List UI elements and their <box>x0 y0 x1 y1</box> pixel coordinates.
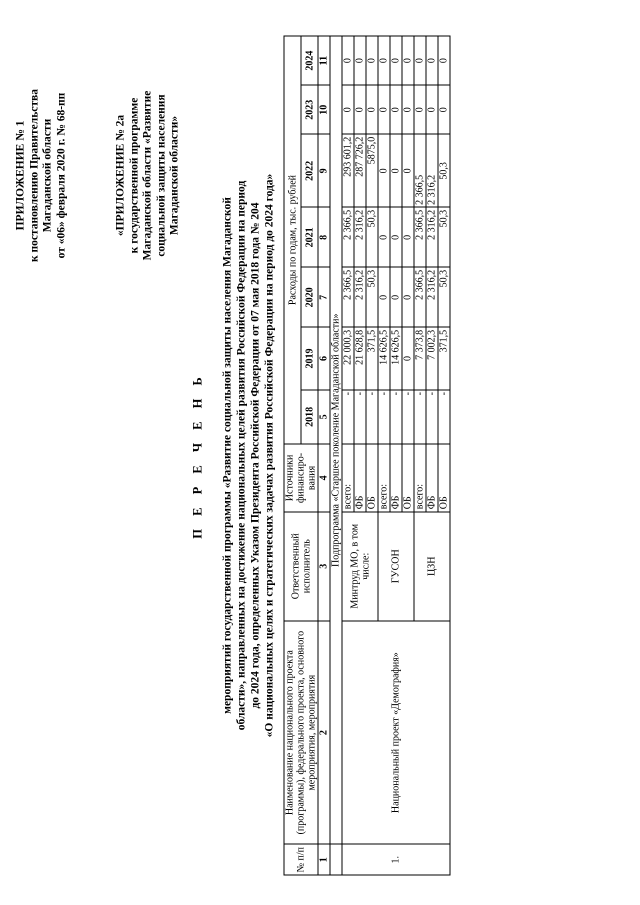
value-cell: 50,3 <box>438 134 450 207</box>
value-cell: - <box>402 389 414 444</box>
value-cell: 14 626,5 <box>390 327 402 389</box>
value-cell: 2 366,5 <box>342 267 354 327</box>
column-number: 11 <box>318 36 330 85</box>
value-cell: 0 <box>354 85 366 134</box>
value-cell: 293 601,2 <box>342 134 354 207</box>
header-num: № п/п <box>284 844 318 875</box>
value-cell: 50,3 <box>366 267 378 327</box>
value-cell: 50,3 <box>438 207 450 267</box>
header-year: 2022 <box>301 134 318 207</box>
value-cell: 0 <box>378 267 390 327</box>
column-number: 6 <box>318 327 330 389</box>
column-number: 5 <box>318 389 330 444</box>
value-cell: 5875,0 <box>366 134 378 207</box>
header-name: Наименование национального проекта (программы), федерального проекта, основного мероприятия, мероприятия <box>284 620 318 844</box>
annex-1-line: к постановлению Правительства <box>27 88 40 262</box>
annex-1-line: от «06» февраля 2020 г. № 68-пп <box>54 92 67 258</box>
value-cell: 2 366,5 <box>342 207 354 267</box>
annex-1-title: ПРИЛОЖЕНИЕ № 1 <box>14 120 26 230</box>
column-number: 10 <box>318 85 330 134</box>
source-cell: ФБ <box>354 444 366 512</box>
value-cell: 21 628,8 <box>354 327 366 389</box>
value-cell: 0 <box>378 207 390 267</box>
source-cell: всего: <box>414 444 426 512</box>
value-cell: 22 000,3 <box>342 327 354 389</box>
value-cell: 0 <box>366 36 378 85</box>
value-cell: 0 <box>378 36 390 85</box>
value-cell: 7 373,8 <box>414 327 426 389</box>
value-cell: 2 316,2 <box>426 134 438 207</box>
value-cell: 0 <box>354 36 366 85</box>
value-cell: 0 <box>402 85 414 134</box>
table-row <box>342 36 354 875</box>
executor-cell: Минтруд МО, в том числе: <box>342 511 378 620</box>
header-executor: Ответственный исполнитель <box>284 511 318 620</box>
column-number: 2 <box>318 620 330 844</box>
value-cell: 2 316,2 <box>354 267 366 327</box>
value-cell: - <box>342 389 354 444</box>
executor-cell: ЦЗН <box>414 511 450 620</box>
value-cell: 50,3 <box>438 267 450 327</box>
value-cell: 371,5 <box>438 327 450 389</box>
value-cell: - <box>390 389 402 444</box>
value-cell: 0 <box>390 85 402 134</box>
value-cell: 371,5 <box>366 327 378 389</box>
item-number: 1. <box>342 844 450 875</box>
header-year: 2018 <box>301 389 318 444</box>
value-cell: 0 <box>390 207 402 267</box>
value-cell: 0 <box>366 85 378 134</box>
value-cell: 0 <box>402 207 414 267</box>
value-cell: 2 316,2 <box>426 207 438 267</box>
value-cell: 0 <box>342 36 354 85</box>
value-cell: 287 726,2 <box>354 134 366 207</box>
value-cell: 0 <box>378 85 390 134</box>
source-cell: ОБ <box>438 444 450 512</box>
value-cell: - <box>366 389 378 444</box>
header-year: 2019 <box>301 327 318 389</box>
value-cell: 0 <box>402 36 414 85</box>
annex-1-line: Магаданской области <box>41 118 53 232</box>
header-year: 2023 <box>301 85 318 134</box>
value-cell: 0 <box>438 36 450 85</box>
value-cell: 0 <box>426 85 438 134</box>
header-expenses: Расходы по годам, тыс. рублей <box>284 36 301 444</box>
header-year: 2020 <box>301 267 318 327</box>
value-cell: 0 <box>414 36 426 85</box>
source-cell: всего: <box>378 444 390 512</box>
value-cell: - <box>438 389 450 444</box>
source-cell: ОБ <box>366 444 378 512</box>
value-cell: 0 <box>378 134 390 207</box>
header-year: 2021 <box>301 207 318 267</box>
column-number: 9 <box>318 134 330 207</box>
value-cell: 0 <box>426 36 438 85</box>
value-cell: 50,3 <box>366 207 378 267</box>
value-cell: 2 366,5 <box>414 267 426 327</box>
column-number: 7 <box>318 267 330 327</box>
value-cell: 0 <box>438 85 450 134</box>
value-cell: 2 316,2 <box>354 207 366 267</box>
document-heading: П Е Р Е Ч Е Н Ь <box>190 371 204 539</box>
header-source: Источники финансиро-вания <box>284 444 318 512</box>
source-cell: ОБ <box>402 444 414 512</box>
column-number: 8 <box>318 207 330 267</box>
value-cell: - <box>426 389 438 444</box>
value-cell: 14 626,5 <box>378 327 390 389</box>
column-number: 1 <box>318 844 330 875</box>
value-cell: 0 <box>402 327 414 389</box>
value-cell: 0 <box>414 85 426 134</box>
value-cell: - <box>354 389 366 444</box>
header-year: 2024 <box>301 36 318 85</box>
value-cell: - <box>378 389 390 444</box>
title-line: мероприятий государственной программы «Развитие социальной защиты населения Магаданской <box>221 196 233 714</box>
annex-2a-line: к государственной программе <box>127 97 140 253</box>
title-line: до 2024 года, определенных Указом Президента Российской Федерации от 07 мая 2018 года № 204 <box>249 201 261 709</box>
value-cell: 0 <box>390 267 402 327</box>
title-line: области», направленных на достижение национальных целей развития Российской Федерации на период <box>235 180 247 730</box>
project-name: Национальный проект «Демография» <box>342 620 450 844</box>
column-number: 3 <box>318 511 330 620</box>
source-cell: ФБ <box>426 444 438 512</box>
annex-2a-line: социальной защиты населения <box>154 93 167 257</box>
value-cell: 0 <box>342 85 354 134</box>
value-cell: 2 366,5 <box>414 134 426 207</box>
document-title <box>190 35 276 875</box>
value-cell: 2 316,2 <box>426 267 438 327</box>
annex-2a-line: Магаданской области» <box>168 115 180 235</box>
title-line: «О национальных целях и стратегических задачах развития Российской Федерации на период до 2024 года» <box>263 173 275 737</box>
executor-cell: ГУСОН <box>378 511 414 620</box>
annex-2a-header <box>114 35 182 315</box>
value-cell: 0 <box>390 134 402 207</box>
source-cell: ФБ <box>390 444 402 512</box>
annex-2a-line: Магаданской области «Развитие <box>141 90 153 260</box>
value-cell: 0 <box>390 36 402 85</box>
activities-table <box>283 35 450 875</box>
value-cell: 2 366,5 <box>414 207 426 267</box>
value-cell: 0 <box>402 267 414 327</box>
value-cell: 7 002,3 <box>426 327 438 389</box>
value-cell: 0 <box>402 134 414 207</box>
annex-1-header <box>14 35 68 315</box>
value-cell: - <box>414 389 426 444</box>
column-number: 4 <box>318 444 330 512</box>
source-cell: всего: <box>342 444 354 512</box>
annex-2a-title: «ПРИЛОЖЕНИЕ № 2а <box>114 114 126 236</box>
blank-cell <box>330 844 342 875</box>
subprogram-row: Подпрограмма «Старшее поколение Магаданской области» <box>330 36 342 844</box>
